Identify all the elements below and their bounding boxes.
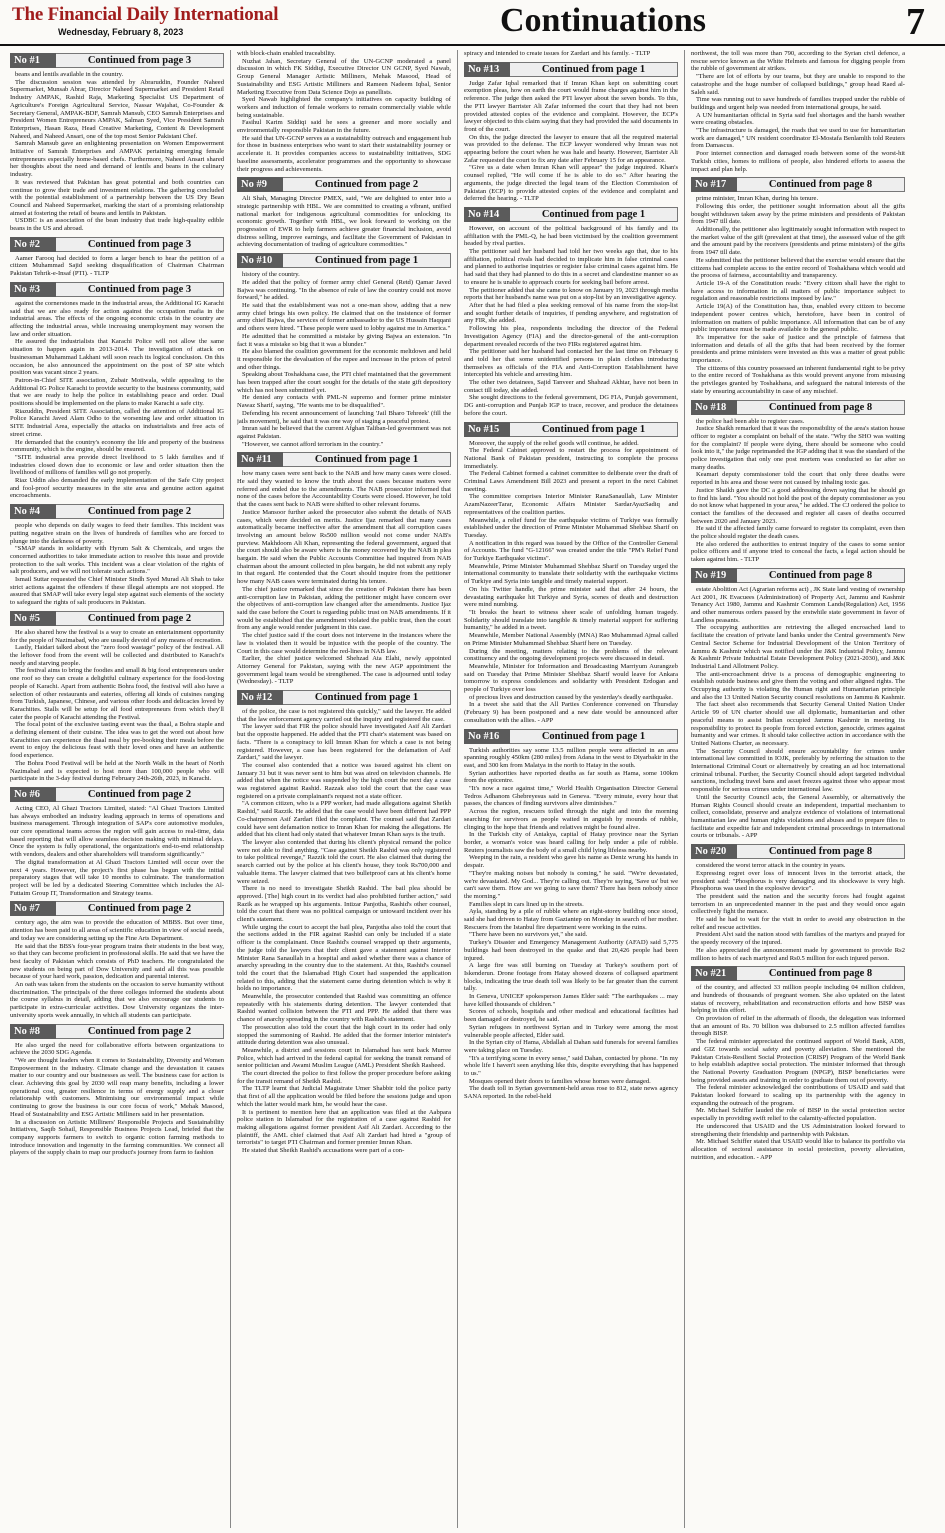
paragraph: He assured the industrialists that Karachi Police will not allow the same situation to happen again in 2013-2014. The investigation of attack on businessman Muhammad Lakhani will soon reach its logical conclusion. On this occasion, he also announced the appointment on the post of SP site which position was vacant since 2 years. [10,338,224,377]
paragraph: Across the region, rescuers toiled through the night and into the morning searching for survivors as people waited in anguish by mounds of rubble, clinging to the hope that friends and relatives might be found alive. [464,808,678,831]
article-number: No #17 [691,177,737,192]
continued-label: Continued from page 1 [283,253,451,268]
paragraph: Syrian refugees in northwest Syrian and in Turkey were among the most vulnerable people affected, Elder said. [464,1023,678,1039]
article-number: No #4 [10,504,56,519]
article-body [464,225,678,418]
article [10,282,224,500]
article-header [10,901,224,916]
paragraph: It is pertinent to mention here that an application was filed at the Aabpara police station in Islamabad for the registration of a case against Rashid for making allegations against former president Asif Ali Zardari. According to the plaintiff, the AML chief claimed that Asif Ali Zardari had hired a "group of terrorists" to target PTI Chairman and former premier Imran Khan. [237,1108,451,1147]
paragraph: Patron-in-Chief SITE association, Zubair Motiwala, while appealing to the Additional IG Police Karachi to provide security to the business community, said that we are ready to help the police in establishing peace and order. Dual positions should be implemented on the plans to make Karachi a safe city. [10,376,224,408]
article-header [10,1024,224,1039]
paragraph: He denied any contacts with PML-N supremo and former prime minister Nawaz Sharif, saying, "He wants me to be disqualified". [237,394,451,410]
article-body [464,50,678,58]
paragraph: In the Turkish city of Antakya, capital of Hatay province near the Syrian border, a woman's voice was heard calling for help under a pile of rubble. Reuters journalists saw the body of a small child lying lifeless nearby. [464,831,678,854]
article-body [691,50,905,173]
paragraph: He stated that Sheikh Rashid's accusations were part of a con- [242,1147,405,1155]
article-number: No #7 [10,901,56,916]
article-number: No #13 [464,62,510,77]
article [10,787,224,897]
paragraph: It was reviewed that Pakistan has great potential and both countries can continue to grow their trade and investment relations. The gathering concluded with the potential establishment of a partnership between the US Dry Bean Council and Naheed Supermarket, marking the start of a promising relationship aimed at fostering the retail of beans and lentils in Pakistan. [10,178,224,217]
paragraph: "It's a terrifying scene in every sense," said Dahan, contacted by phone. "In my whole life I haven't seen anything like this, despite everything that has happened to us." [464,1054,678,1078]
article-header [237,690,451,705]
continued-label: Continued from page 1 [510,207,678,222]
article-number: No #11 [237,452,283,467]
article-body [10,255,224,278]
paragraph: The Security Council should ensure accountability for crimes under international law committed in IOJK, preferably by referring the situation to the International Criminal Court or alternatively by creating an ad hoc international criminal tribunal. Further, the Security Council should adopt targeted individual sanctions, including travel bans and asset freezes against those who appear most responsible for serious crimes under international law. [691,747,905,794]
page-number: 7 [906,1,925,43]
paragraph: The petitioner said her husband had told her two weeks ago that, due to his affiliation, political rivals had decided to implicate him in false criminal cases and planned to authorise inquiries or register false criminal cases against him. He had said that they had planned to do this in a secret and clandestine manner so as to ensure he is unable to approach courts for seeking bail before arrest. [464,248,678,286]
article-number: No #18 [691,400,737,415]
paragraph: Riazuddin, President SITE Association, called the attention of Additional IG Police Karachi Javed Alam Odho to the worsening law and order situation in SITE Industrial Area, especially the attacks on industrialists and free acts of street crime. [10,407,224,438]
continued-label: Continued from page 2 [56,611,224,626]
continued-label: Continued from page 3 [56,282,224,297]
paragraph: with block-chain enabled traceability. [237,50,336,57]
paragraph: He also appreciated the announcement made by government to provide Rs2 million to heirs of each martyred and Rs0.5 million for each injured person. [691,946,905,962]
article [691,50,905,173]
paragraph: Expressing regret over loss of innocent lives in the terrorist attack, the president said: "Phosphorus is very damaging and its shockwave is very high. Phosphorus was used in the explosive device". [691,869,905,893]
paper-name: The Financial Daily International [12,4,279,25]
paragraph: Turkey's Disaster and Emergency Management Authority (AFAD) said 5,775 buildings had been destroyed in the quake and that 20,426 people had been injured. [464,939,678,962]
paragraph: Following this order, the petitioner sought information about all the gifts bought withdrawn taken away by the prime ministers and presidents of Pakistan from 1947 till date. [691,202,905,226]
paragraph: A large fire was still burning on Tuesday at Turkey's southern port of Iskenderun. Drone footage from Hatay showed dozens of collapsed apartment blocks, indicating the true death toll was likely to be far greater than the current tally. [464,962,678,993]
paragraph: He also ordered the authorities to entrust inquiry of the cases to some senior police officers and if anyone tried to conceal the facts, a legal action should be taken against him. - TLTP [691,540,905,564]
article-number: No #14 [464,207,510,222]
paragraph: An oath was taken from the students on the occasion to serve humanity without discrimination. The principals of the three colleges informed the students about the course syllabus in detail, adding that we also encourage our students to participate in extra-curricular activities. Dow University organizes the inter-university sports week annually, in which all students can participate. [10,981,224,1019]
paragraph: He said that UN-GCNP serves as a sustainability outreach and engagement hub for those in business enterprises who want to start their sustainability journey or accelerate it. It provides companies access to sustainability initiatives, SDG baseline assessments, accelerator programmes and the opportunity to showcase their progress and achievements. [237,134,451,173]
paragraph: prime minister, Imran Khan, during his tenure. [696,195,819,203]
paragraph: After that he had filed a plea seeking removal of his name from the stop-list and sought further details of inquiries, if pending anywhere, and registration of any FIR, she added. [464,301,678,325]
article-header [464,62,678,77]
article [464,207,678,418]
paragraph: There is no need to investigate Sheikh Rashid. The bail plea should be approved. [The] high court in its verdict had also prohibited further action," said Razik as he wrapped up his arguments. Intizar Panjotha, Rashid's other counsel, told the court that there was no political campaign or untoward incident over his client's statement. [237,885,451,924]
article-header [10,611,224,626]
paragraph: Speaking about Toshakhana case, the PTI chief maintained that the government has been trapped after the court sought for the details of the state gift depository which has not been submitted yet. [237,371,451,394]
paragraph: The federal minister acknowledged the contributions of USAID and said that Pakistan looked forward to scaling up its partnership with the agency in expanding the outreach of the program. [691,1084,905,1107]
article-header [464,729,678,744]
paragraph: He added that the policy of former army chief General (Retd) Qamar Javed Bajwa was continuing. "In the absence of rule of law the country could not move forward," he added. [237,278,451,302]
paragraph: Meanwhile, the prosecutor contended that Rashid was committing an offence repeatedly with his statements during detention. The lawyer contended that Rashid wanted collision between the PTI and PPP. He added that there was chance of anarchy spreading in the country with Rashid's statement. [237,993,451,1024]
paragraph: In Geneva, UNICEF spokesperson James Elder said: "The earthquakes ... may have killed thousands of children." [464,993,678,1008]
article-body [10,300,224,500]
paragraph: northwest, the toll was more than 790, according to the Syrian civil defence, a rescue service known as the White Helmets and famous for digging people from the rubble of government air strikes. [691,50,905,73]
article-body [10,919,224,1019]
paragraph: Poor internet connection and damaged roads between some of the worst-hit Turkish cities, homes to millions of people, also hindered efforts to assess the impact and plan help. [691,150,905,173]
paragraph: On his Twitter handle, the prime minister said that after 24 hours, the devastating earthquake hit Turkiye and Syria, scenes of death and destruction were mind numbing. [464,585,678,609]
article [691,568,905,840]
article-header [691,177,905,192]
article-body [237,50,451,173]
paragraph: The death toll in Syrian government-held areas rose to 812, state news agency SANA reported. In the rebel-held [464,1085,678,1101]
paragraph: considered the worst terror attack in the country in years. [696,862,846,870]
column-divider [230,50,231,1528]
article-body [691,984,905,1161]
article-header [691,568,905,583]
paragraph: Fasihul Karim Siddiqi said he sees a greener and more socially and environmentally responsible Pakistan in the future. [237,119,451,135]
continued-label: Continued from page 3 [56,237,224,252]
paragraph: Meanwhile, Prime Minister Muhammad Shehbaz Sharif on Tuesday urged the international community to translate their solidarity with the earthquake victims of Turkiye and Syria into tangible and timely material support. [464,562,678,586]
paragraph: While urging the court to accept the bail plea, Panjotha also told the court that the sections added in the FIR against Rashid can only be included if a state officer is the complainant. Once Rashid's counsel wrapped up their arguments, the judge told the lawyers that their client gave a statement against Interior Minister Rana Sanaullah in a hospital and asked whether there was a chance of anarchy spreading in the country due to the statement. At this, Rashid's counsel told the court that the Islamabad High Court had suspended the application related to this, adding that the statement came during detention which is why it holds no importance. [237,923,451,993]
article-header [237,253,451,268]
article [691,177,905,395]
article-header [691,844,905,859]
article [691,844,905,962]
paragraph: The petitioner said her husband had contacted her the last time on February 6 and told her that some unidentified persons in plain clothes introducing themselves as officials of the FIA and Anti-Corruption Establishment have intercepted his vehicle and arresting him. [464,348,678,379]
paragraph: "SITE industrial area provide direct livelihood to 5 lakh families and if industries closed down due to economic or law and order situation then the livelihood of millions of families will go not properly. [10,453,224,477]
continued-label: Continued from page 2 [283,177,451,192]
article-body [237,195,451,249]
paragraph: It's imperative for the sake of justice and the principle of fairness that information and details of all the gifts that had been received by the former presidents and prime ministers were invested as this was a matter of great public importance. [691,333,905,365]
article [237,177,451,249]
paragraph: "A common citizen, who is a PPP worker, had made allegations against Sheikh Rashid," said Razzik. He added that the case would have been different had PPP Co-chairperson Asif Zardari filed the complaint. The counsel said that Zardari could have sent defamation notice to Imran Khan for making the allegations. He added that his client had only stated that whatever Imran Khan says is the truth. [237,800,451,839]
paragraph: The other two detainees, Sajid Tanveer and Shahzad Akhtar, have not been in contact till today, she added. [464,379,678,394]
paragraph: He also urged the need for collaborative efforts between organizations to achieve the 2030 SDG Agenda. [10,1041,224,1057]
article [237,253,451,448]
article-header [10,787,224,802]
continued-label: Continued from page 2 [56,1024,224,1039]
issue-date: Wednesday, February 8, 2023 [58,27,184,37]
paragraph: The chief justice remarked that since the creation of Pakistan there has been anti-corruption law in Pakistan, adding the petitioner might have concern over the objectives of anti-corruption law changed after the amendments. Justice Ijaz said the case before the Court is regarding public trust on NAB amendments. If it would be established that the amendment violated the public trust, then the court from any angle would render judgment in this case. [237,585,451,632]
paragraph: Aamer Farooq had decided to form a larger bench to hear the petition of a citizen Muhammad Sajid seeking disqualification of Chairman Chairman Pakistan Tehrik-e-Insaf (PTI). - TLTP [10,254,224,278]
article-number: No #2 [10,237,56,252]
continued-label: Continued from page 8 [737,966,905,981]
continued-label: Continued from page 2 [56,504,224,519]
paragraph: He also shared how the festival is a way to create an entertainment opportunity for the people of Nazimabad, who are usually devoid of any means of recreation. [10,628,224,644]
paragraph: The president said the nation and the security forces had fought against terrorism in an unprecedented manner in the past and they would once again collectively fight the menace. [691,892,905,916]
article-header [10,504,224,519]
paragraph: Ali Shah, Managing Director PMEX, said, "We are delighted to enter into a strategic partnership with HBL. We are committed to creating a vibrant, unified national market for indigenous agricultural commodities for unlocking its economic growth. Together with HBL, we look forward to working on the progression of EWR to help farmers achieve greater financial inclusion, avoid distress selling, improve earnings, and facilitate the Government of Pakistan in achieving documentation of trading of agriculture commodities." [237,195,451,249]
paragraph: of precious lives and destruction caused by the yesterday's deadly earthquake. [469,693,673,701]
article [691,400,905,564]
article [10,53,224,233]
paragraph: The federal minister appreciated the continued support of World Bank, ADB, and GIZ towards social safety and poverty alleviation. She mentioned the Pakistan Crisis-Resilient Social Protection (CRISP) Program of the World Bank to help establish adaptive social protection. The minister informed that through the National Poverty Graduation Program (NPGP), BISP beneficiaries were being provided assets and training in order to graduate them out of poverty. [691,1038,905,1084]
paragraph: against the cornerstones made in the industrial areas, the Additional IG Karachi said that we are also ready for action against the occupation mafia in the industrial areas. The effects of the ongoing economic crisis in the country are affecting the industrial areas, while increasing unemployment may worsen the law and order situation. [10,299,224,338]
paragraph: spiracy and intended to create issues for Zardari and his family. - TLTP [464,50,651,57]
paragraph: Samrah Mansub gave an enlightening presentation on Women Empowerment Initiative of Samrah Enterprises and AMPAK pertaining emerging female entrepreneurs especially home-based chefs. Furthermore, Naheed Ansari shared her thoughts about the need and demand of lentils and beans in the culinary industry. [10,140,224,179]
paragraph: The lawyer also contended that during his client's physical remand the police were not able to find anything. "Case against Sheikh Rashid was only registered to take political revenge," Razzik told the court. He also claimed that during the search carried out by the police at his client's house, they took Rs700,000 and valuable items. The lawyer claimed that two bulletproof cars at his client's home were seized. [237,838,451,885]
paragraph: Meanwhile, a district and sessions court in Islamabad has sent back Murree Police, which had arrived in the federal capital for seeking the transit remand of senior politician and Awami Muslim League (AML) President Sheikh Rasheed. [237,1046,451,1070]
continued-label: Continued from page 3 [56,53,224,68]
article-body [464,80,678,203]
paragraph: Article 19(A) of the Constitution has, thus, enabled every citizen to become independent power centres which, heretofore, have been in control of information on matters of public importance. All information that can be of any public importance must be made available to the general public. [691,303,905,334]
continued-label: Continued from page 1 [283,690,451,705]
paragraph: The petitioner added that she came to know on January 19, 2023 through media reports that her husband's name was put on a stop-list by an investigative agency. [464,286,678,302]
paragraph: Ayla, standing by a pile of rubble where an eight-storey building once stood, said she had driven to Hatay from Gaziantep on Monday in search of her mother. Rescuers from the Istanbul fire department were working in the ruins. [464,908,678,931]
paragraph: The counsel also contended that a notice was issued against his client on January 31 but it was never sent to him but was aired on television channels. He added that when the notice was suspended by the high court the next day a case was registered against Rashid. Razzak also told the court that the case was registered on a private complainant's request not a state officer. [237,761,451,800]
paragraph: Justice Shaikh remarked that it was the responsibility of the area's station house officer to register a complaint on behalf of the state. "Why the SHO was waiting for the complaint? If people were dying, there should be someone who could look into it," the judge reprimanded the IGP adding that it was the standard of the police investigation that only one post mortem was conducted so far after so many deaths. [691,425,905,471]
paragraph: Riaz Uddin also demanded the early implementation of the Safe City project and fool-proof security measures in the site area and genuine action against encroachments. [10,477,224,500]
paragraph: The discussion session was attended by Abraruddin, Founder Naheed Supermarket, Munsab Abrar, Director Naheed Supermarket and President Retail Industry AMPAK, Rashid Raja, Marketing Specialist US Department of Agriculture's Foreign Agricultural Service, Nassar Wajahat, Co-Founder & Secretary General, AMPAK-BDF, Samrah Mansub, CEO Samrah Enterprises and President Women Entrepreneurs AMPAK, Salman Syed, Vice President Samrah Enterprises, Hasan Raza, Head Creative Marketing, Content & Development Naheed, and Naheed Ansari, one of the top most Senior Pakistani Chef. [10,78,224,140]
paragraph: century ago, the aim was to provide the education of MBBS. But over time, attention has been paid to all areas of scientific education in view of social needs, and today we are considering setting up the Fine Arts Department. [10,919,224,942]
paragraph: "However, we cannot afford terrorism in the country." [242,440,384,448]
paragraph: Turkish authorities say some 13.5 million people were affected in an area spanning roughly 450km (280 miles) from Adana in the west to Diyarbakir in the east, and 300 km from Malatya in the north to Hatay in the south. [464,746,678,769]
article [464,50,678,58]
article [237,50,451,173]
continued-label: Continued from page 8 [737,177,905,192]
paragraph: "It breaks the heart to witness sheer scale of unfolding human tragedy. Solidarity should translate into tangible & timely material support for suffering humanity," he added in a tweet. [464,609,678,632]
continued-label: Continued from page 2 [56,787,224,802]
article-header [691,966,905,981]
column-divider [457,50,458,1528]
article-number: No #15 [464,422,510,437]
paragraph: "Give us a date when Imran Khan will appear" the judge inquired. Khan's counsel replied, "He will come if he is able to do so." After hearing the arguments, the judge directed the legal team of the Election Commission of Pakistan (ECP) to provide attested copies of the evidence and complaint and deferred the hearing. - TLTP [464,164,678,203]
paragraph: of the police, the case is not registered this quickly," said the lawyer. He added that the law enforcement agency carried out the inquiry and registered the case. [237,708,451,723]
article-header [464,422,678,437]
article-number: No #21 [691,966,737,981]
article-body [10,71,224,233]
paragraph: the police had been able to register cases. [696,417,805,425]
article-body [237,470,451,686]
paragraph: In a discussion on Artistic Milliners' Responsible Projects and Sustainability Initiatives, Saqib Sohail, Responsible Business Projects Lead, briefed that the company supports farmers to switch to organic cotton farming methods to introduce innovation and ingenuity in the farming communities. We connect all players of the supply chain to map our product's journey from farm to fashion [10,1118,224,1157]
article [464,729,678,1101]
paragraph: "SMAP stands in solidarity with Hyrum Salt & Chemicals, and urges the concerned authorities to take immediate action to resolve this issue and provide protection to the salt works. This incident was a clear violation of the rights of salt producers, and we will not tolerate such actions." [10,545,224,576]
paragraph: Syed Nawab highlighted the company's initiatives on capacity building of workers and induction of female workers to remain commercially viable while being sustainable. [237,96,451,119]
paragraph: He also blamed the coalition government for the economic meltdown and held it responsible for the devaluation of the rupee and increase in the prices of petrol and other things. [237,348,451,371]
article-number: No #5 [10,611,56,626]
continued-label: Continued from page 1 [510,422,678,437]
paragraph: Scores of schools, hospitals and other medical and educational facilities had been damaged or destroyed, he said. [464,1008,678,1024]
paragraph: The committee comprises Interior Minister RanaSanaullah, Law Minister AzamNazeerTarar, Economic Affairs Minister SardarAyazSadiq and representatives of the coalition parties. [464,493,678,516]
article-body [10,1042,224,1158]
article-number: No #9 [237,177,283,192]
paragraph: Article 19-A of the Constitution reads: "Every citizen shall have the right to have access to information in all matters of public importance subject to regulation and reasonable restrictions imposed by law." [691,279,905,303]
paragraph: Additionally, the petitioner also legitimately sought information with respect to the market value of the gift (prevalent at that time), the assessed value of the gift and the amount paid by the receivers (presidents and prime ministers) of the gifts from 1947 till date. [691,226,905,257]
column-divider [684,50,685,1528]
article-number: No #19 [691,568,737,583]
paragraph: Justice Shaikh gave the DC a good addressing down saying that he should go to find his land. "You should not hold the post of the deputy commissioner as you do not know what happened in your area," he added. The CJ ordered the police to contact the families of the deceased and register all cases of deaths occurred between 2020 and January 2023. [691,486,905,525]
article-header [10,53,224,68]
paragraph: A UN humanitarian official in Syria said fuel shortages and the harsh weather were creating obstacles. [691,111,905,127]
paragraph: Nuzhat Jahan, Secretary General of the UN-GCNP moderated a panel discussion in which FK Siddiqi, Executive Director UN GCNP, Syed Nawab, Group General Manager Artistic Milliners, Mehak Masood, Head of Sustainability and ESG Artistic Milliners and Rameen Nadeem Iqbal, Senior Marketing Executive from Data Science Dojo as panellists. [237,57,451,96]
article-header [10,282,224,297]
paragraph: The lawyer said that FIR the police should have investigated Asif Ali Zardari but the opposite happened. He added that the PTI chair's statement was based on facts. "There is a conspiracy to kill Imran Khan for which a case is not being registered. However, a case has been registered for the defamation of Asif Zardari," said the lawyer. [237,723,451,762]
article-body [691,195,905,395]
paragraph: The digital transformation at Al Ghazi Tractors Limited will occur over the next 4 years. However, the project's first phase has begun with the initial preparatory stages that will take 10 months to culminate. The transformation project will be led by a dedicated Steering Committee which includes the Al-Futtaim Group IT, Transformation and Strategy teams. [10,858,224,897]
article [464,62,678,203]
column-1 [10,50,224,1528]
paragraph: He said that the establishment was not a one-man show, adding that a new army chief brings his own policy. He claimed that on the insistence of former army chief Bajwa, the services of former ambassador to the US Hussain Haqqani and others were hired. "These people were used to lobby against me in America." [237,301,451,333]
article-body [464,440,678,725]
article [10,237,224,278]
article [237,452,451,686]
paragraph: Mr. Michael Schiffer stated that USAID would like to balance its portfolio via allocation of sectoral assistance in social protection, poverty alleviation, nutrition, and education. - APP [691,1138,905,1161]
paragraph: Meanwhile, Minister for Information and Broadcasting Marriyum Aurangzeb said on Tuesday that Prime Minister Shehbaz Sharif would leave for Ankara tomorrow to express condolences and solidarity with President Erdogan and people of Turkiye over loss [464,662,678,694]
paragraph: Following his plea, respondents including the director of the Federal Investigation Agency (FIA) and the director-general of the anti-corruption department revealed records of the two FIRs registered against him. [464,325,678,348]
continued-label: Continued from page 1 [510,62,678,77]
paragraph: Keamari deputy commissioner told the court that only three deaths were reported in his area and those were not caused by inhaling toxic gas. [691,471,905,487]
paragraph: President Alvi said the nation stood with families of the martyrs and prayed for the speedy recovery of the injured. [691,931,905,947]
paragraph: The citizens of this country possessed an inherent fundamental right to be privy to the entire record of Toshakhana as this would prevent anyone from misusing the privileges granted by Toshakhana, and safeguard the natural interests of the state by ensuring accountability in case of any mischief. [691,364,905,395]
paragraph: "The infrastructure is damaged, the roads that we used to use for humanitarian work are damaged," UN resident coordinator El-Mostafa Benlamlih told Reuters from Damascus. [691,127,905,150]
article-header [10,237,224,252]
paragraph: The fact sheet also recommends that Security General United Nation Under Article 99 of UN charter should use all diplomatic, humanitarian and other peaceful means to assist Indian occupied Jammu Kashmir in meeting its responsibility to protect its people from forced eviction, genocide, crimes against humanity and war crimes. It should take collective action in accordance with the United Nations Charter, as necessary. [691,701,905,747]
article [10,611,224,783]
article [10,1024,224,1158]
paragraph: The anti-encroachment drive is a process of demographic engineering to establish outside business and give them the voting and other aligned rights. The Occupying authority is violating the Human right and Humanitarian principle and also the 13 United Nation Security council resolutions on Jammu & Kashmir. [691,670,905,701]
paragraph: She sought directions to the federal government, DG FIA, Punjab government, DG anti-corruption and Punjab IGP to trace, recover, and produce the detainees before the court. [464,394,678,417]
paragraph: The focal point of the exclusive tasting event was the thaal, a Bohra staple and a defining element of their cuisine. The idea was to get the word out about how Karachiites can experience the thaal meal by pre-booking their meals before the event to enjoy the delicious feast with their loved ones and have an authentic food experience. [10,721,224,760]
paragraph: The chief justice said if the court does not intervene in the instances where the law is violated then it would be injustice with the people of the country. The Court in this case would determine the red-lines in NAB law. [237,632,451,655]
paragraph: Acting CEO, Al Ghazi Tractors Limited, stated: "Al Ghazi Tractors Limited has always embodied an industry leading approach in terms of operations and business management. Through integration of SAP's core automotive modules, our core operational teams across the region will gain access to real-time, data based reporting that will allow seamless decision making with minimal delays. Once the system is fully operational, the organization's end-to-end relationship with vendors, dealers and other shareholders will transform significantly." [10,804,224,859]
paragraph: During the meeting, matters relating to the problems of the relevant constituency and the ongoing development projects were discussed in detail. [464,647,678,663]
article-body [10,805,224,897]
article-number: No #1 [10,53,56,68]
paragraph: In a tweet she said that the All Parties Conference convened on Thursday (February 9) has been postponed and a new date would be announced after consultation with the allies. - APP [464,701,678,724]
article-number: No #16 [464,729,510,744]
paragraph: Judge Zafar Iqbal remarked that if Imran Khan kept on submitting court exemption pleas, how on earth the court would frame charges against him in the reference. The judge then asked the PTI lawyer about the seven bonds. To this, the PTI lawyer Barrister Ali Zafar informed the court that they had not been provided attested copies of the evidence and complaint. However, the ECP's lawyer objected to this claim saying that they had provided the said documents in front of the court. [464,79,678,133]
paragraph: The prosecution also told the court that the high court in its order had only stopped the summoning of Rashid. He added that the former interior minister's attitude during detention was also unusual. [237,1023,451,1047]
article-header [464,207,678,222]
continued-label: Continued from page 8 [737,568,905,583]
paragraph: The occupying authorities are retrieving the alleged encroached land to facilitate the creation of private land banks under the Central government's New Central Sector Scheme for Industrial Development of the Union Territory of Jammu & Kashmir which was notified under the J&K Industrial Policy, Jammu & Kashmir Private Industrial Estate Development Policy (2021-2030), and J&K Industrial Land Allotment Policy. [691,624,905,670]
paragraph: He said that the BBS's four-year program trains their students in the best way, so that they can become proficient in professional skills. He said that we have the best faculty of Pakistan which consists of PhD teachers. He congratulated the new students on being part of Dow University and said all this was possible because of your hard work, passion, dedication and parental interest. [10,942,224,981]
paragraph: The Bohra Food Festival will be held at the North Walk in the heart of North Nazimabad and is expected to host more than 100,000 people who will participate in the 3-day festival during February 24th-26th, 2023, in Karachi. [10,759,224,783]
paragraph: Imran said he believed that the current Afghan Taliban-led government was not against Pakistan. [237,425,451,440]
paragraph: The Federal Cabinet approved to restart the process for appointment of National Bank of Pakistan president, instructing to complete the process immediately. [464,447,678,470]
paragraph: Justice Mansoor further asked the prosecutor also submit the details of NAB cases, which were decided on merits. Justice Ijaz remarked that many cases automatically became ineffective after the amendment that all corruption cases involving an amount below Rs500 million would not come under NAB's purview. Makhdoom Ali Khan, representing the federal government, argued that the court should also be aware where is the money recovered by the NAB in plea bargain. He said when the Public Accounts Committee had inquired from NAB chairman about the amount collected in plea bargain, he did not submit any reply in that regard. He contended that the Court should inquire from the petitioner how many NAB cases were terminated during his tenure. [237,508,451,586]
article-number: No #3 [10,282,56,297]
article-number: No #8 [10,1024,56,1039]
paragraph: He demanded that the country's economy the life and property of the business community, which is the engine, should be ensured. [10,438,224,454]
article-header [237,177,451,192]
article-header [237,452,451,467]
paragraph: On provision of relief in the aftermath of floods, the delegation was informed that an amount of Rs. 70 billion was disbursed to 2.5 million affected families through BISP. [691,1015,905,1038]
paragraph: He said if the affected family came forward to register its complaint, even then the police should register the death cases. [691,525,905,541]
paragraph: Mosques opened their doors to families whose homes were damaged. [469,1077,651,1085]
paragraph: Defending his recent announcement of launching 'Jail Bharo Tehreek' (fill the jails movement), he said that it was one way of staging a peaceful protest. [237,409,451,425]
paragraph: He admitted that he committed a mistake by giving Bajwa an extension. "In fact it was a mistake so big that it was a blunder." [237,332,451,348]
article-body [691,418,905,564]
article-body [237,271,451,448]
paragraph: Meanwhile, Member National Assembly (MNA) Rao Muhammad Ajmal called on Prime Minister Muhammad Shehbaz Sharif here on Tuesday. [464,632,678,647]
paragraph: He submitted that the petitioner believed that the exercise would ensure that the citizens had complete access to the entire record of Toshakhana which would aid the process of fairness, accountability and transparency. [691,256,905,280]
column-2 [237,50,451,1528]
paragraph: estate Abolition Act (Agrarian reforms act) , JK State land vesting of ownership Act 2001, JK Evacuees (Administration) of Property Act, Jammu and Kashmir Tenancy Act 1980, Jammu and Kashmir Common Lands(Regulation) Act, 1956 and other numerous orders passed by the erstwhile state government in favor of Landless peasants. [691,585,905,624]
article-number: No #6 [10,787,56,802]
paragraph: Syrian authorities have reported deaths as far south as Hama, some 100km from the epicentre. [464,769,678,785]
masthead [0,0,945,46]
article [10,504,224,607]
paragraph: Lastly, Haidari talked about the "zero food wastage" policy of the festival. All the leftover food from the event will be collected and distributed to Karachi's needy and starving people. [10,644,224,667]
paragraph: The Federal Cabinet formed a cabinet committee to deliberate over the draft of Criminal Laws Amendment Bill 2023 and present a report in the next Cabinet meeting. [464,470,678,493]
paragraph: The festival aims to bring the foodies and small & big food entrepreneurs under one roof so they can create a delightful culinary experience for the food-loving people of Karachi. Apart from authentic Bohra food, the festival will also have a selection of other restaurants and eateries, offering all kinds of cuisines ranging from Turkish, Japanese, Chinese, and various other foods and delicacies loved by Karachiites. Stalls will be setup for all food entrepreneurs from which they'll cater the people of Karachi attending the Festival. [10,667,224,721]
article-body [10,629,224,783]
article-body [237,708,451,1155]
article-body [10,522,224,607]
article-body [464,747,678,1101]
article [464,422,678,725]
paragraph: Time was running out to save hundreds of families trapped under the rubble of buildings and urgent help was needed from international groups, he said. [691,96,905,111]
paragraph: people who depends on daily wages to feed their families. This incident was putting negative strain on the lives of hundreds of families who are forced to plunge into the darkness of poverty. [10,522,224,545]
article-number: No #20 [691,844,737,859]
paragraph: of the country, and affected 33 million people including 04 million children, and hundreds of thousands of pregnant women. She also updated on the latest status of recovery, rehabilitation and reconstruction efforts and how BISP was helping in this effort. [691,984,905,1015]
paragraph: "There are lot of efforts by our teams, but they are unable to respond to the catastrophe and the huge number of collapsed buildings," group head Raed al-Saleh said. [691,73,905,96]
paragraph: The court directed the police to first follow the proper procedure before asking for the transit remand of Sheikh Rashid. [237,1070,451,1085]
paragraph: A notification in this regard was issued by the Office of the Controller General of Accounts. The fund "G-12166" was created under the title "PM's Relief Fund for Turkiye Earthquake victims". [464,539,678,563]
paragraph: Mr. Michael Schiffer lauded the role of BISP in the social protection sector especially in providing swift relief to the calamity-affected population. [691,1107,905,1123]
paragraph: USDBC is an association of the bean industry that trade high-quality edible beans in the US and abroad. [10,217,224,233]
paragraph: "They're making noises but nobody is coming," he said. "We're devastated, we're devastated. My God... They're calling out. They're saying, 'Save us' but we can't save them. How are we going to save them? There has been nobody since the morning." [464,869,678,900]
paragraph: "It's now a race against time," World Health Organisation Director General Tedros Adhanom Ghebreyesus said in Geneva. "Every minute, every hour that passes, the chances of finding survivors alive diminishes." [464,785,678,808]
paragraph: Ismail Suttar requested the Chief Minister Sindh Syed Murad Ali Shah to take strict actions against the offenders if these illegal attempts are not stopped. He assured that SMAP will take every legal step against such elements of the society to safeguard the rights of salt producers in Pakistan. [10,576,224,607]
continued-label: Continued from page 1 [283,452,451,467]
continued-label: Continued from page 8 [737,844,905,859]
paragraph: history of the country. [242,271,300,279]
section-title: Continuations [500,2,706,39]
paragraph: "There have been no survivors yet," she said. [469,931,588,939]
article-body [691,862,905,962]
paragraph: He said he had to wait for the visit in order to avoid any obstruction in the relief and rescue activities. [691,916,905,931]
article [237,690,451,1155]
paragraph: beans and lentils available in the country. [15,71,124,78]
article [10,901,224,1019]
article-number: No #12 [237,690,283,705]
continued-label: Continued from page 1 [510,729,678,744]
paragraph: Earlier, the chief justice welcomed Shehzad Ata Elahi, newly appointed Attorney General for Pakistan, saying with the new AGP appointment the government legal team would be strengthened. The case is adjourned until today (Wednesday). - TLTP [237,655,451,686]
paragraph: how many cases were sent back to the NAB and how many cases were closed. He said they wanted to know the truth about the cases because matters were referred and ended due to the amendments. The NAB prosecutor informed that none of the cases before the Accountability Courts were closed. However, he told that the cases sent back to NAB were shifted to other relevant forums. [237,470,451,509]
article [691,966,905,1161]
paragraph: The TLTP learnt that Judicial Magistrate Umer Shabbir told the police party that first of all the application would be filed before the sessions judge and upon which the latter would mark him, he would hear the case. [237,1085,451,1108]
article-number: No #10 [237,253,283,268]
paragraph: On this, the judge directed the lawyer to ensure that all the required material was provided to the defense. The ECP lawyer wondered why Imran was not appearing before the court when he was hale and hearty. However, Barrister Ali Zafar requested the court to fix any date after February 15 for an appearance. [464,133,678,164]
columns-area [10,50,937,1528]
column-4 [691,50,905,1528]
article-header [691,400,905,415]
paragraph: Families slept in cars lined up in the streets. [469,900,584,908]
paragraph: Moreover, the supply of the relief goods will continue, he added. [469,439,639,447]
column-3 [464,50,678,1528]
paragraph: Meanwhile, a relief fund for the earthquake victims of Turkiye was formally established under the direction of Prime Minister Muhammad Shehbaz Sharif on Tuesday. [464,516,678,539]
paragraph: Weeping in the rain, a resident who gave his name as Deniz wrung his hands in despair. [464,854,678,870]
paragraph: "We are thought leaders when it comes to Sustainability, Diversity and Women Empowerment in the industry. Climate change and the devastation it causes matter to our country and our businesses as well. The business case for action is clear. Achieving this goal by 2030 will reap many benefits, including a lower operational cost, greater resilience in terms of energy supply and a closer relationship with customers. Minimising our environmental impact while continuing to grow the business is our core focus of work," Mehak Masood, Head of Sustainability and ESG Artistic Milliners said in her presentation. [10,1056,224,1118]
continued-label: Continued from page 8 [737,400,905,415]
article-body [691,586,905,840]
paragraph: However, on account of the political background of his family and its affiliation with the PML-Q, he had been victimised by the coalition government headed by rival parties. [464,224,678,248]
paragraph: He underscored that USAID and the US Administration looked forward to strengthening their friendship and partnership with Pakistan. [691,1122,905,1138]
paragraph: In the Syrian city of Hama, Abdallah al Dahan said funerals for several families were taking place on Tuesday. [464,1039,678,1054]
continued-label: Continued from page 2 [56,901,224,916]
paragraph: Until the Security Council acts, the General Assembly, or alternatively the Human Rights Council should create an independent, impartial mechanism to collect, consolidate, preserve and analyze evidence of violations of international humanitarian law and human rights violations and abuses and to prepare files to facilitate and expedite fair and independent criminal proceedings in international courts or tribunals. - APP [691,793,905,840]
